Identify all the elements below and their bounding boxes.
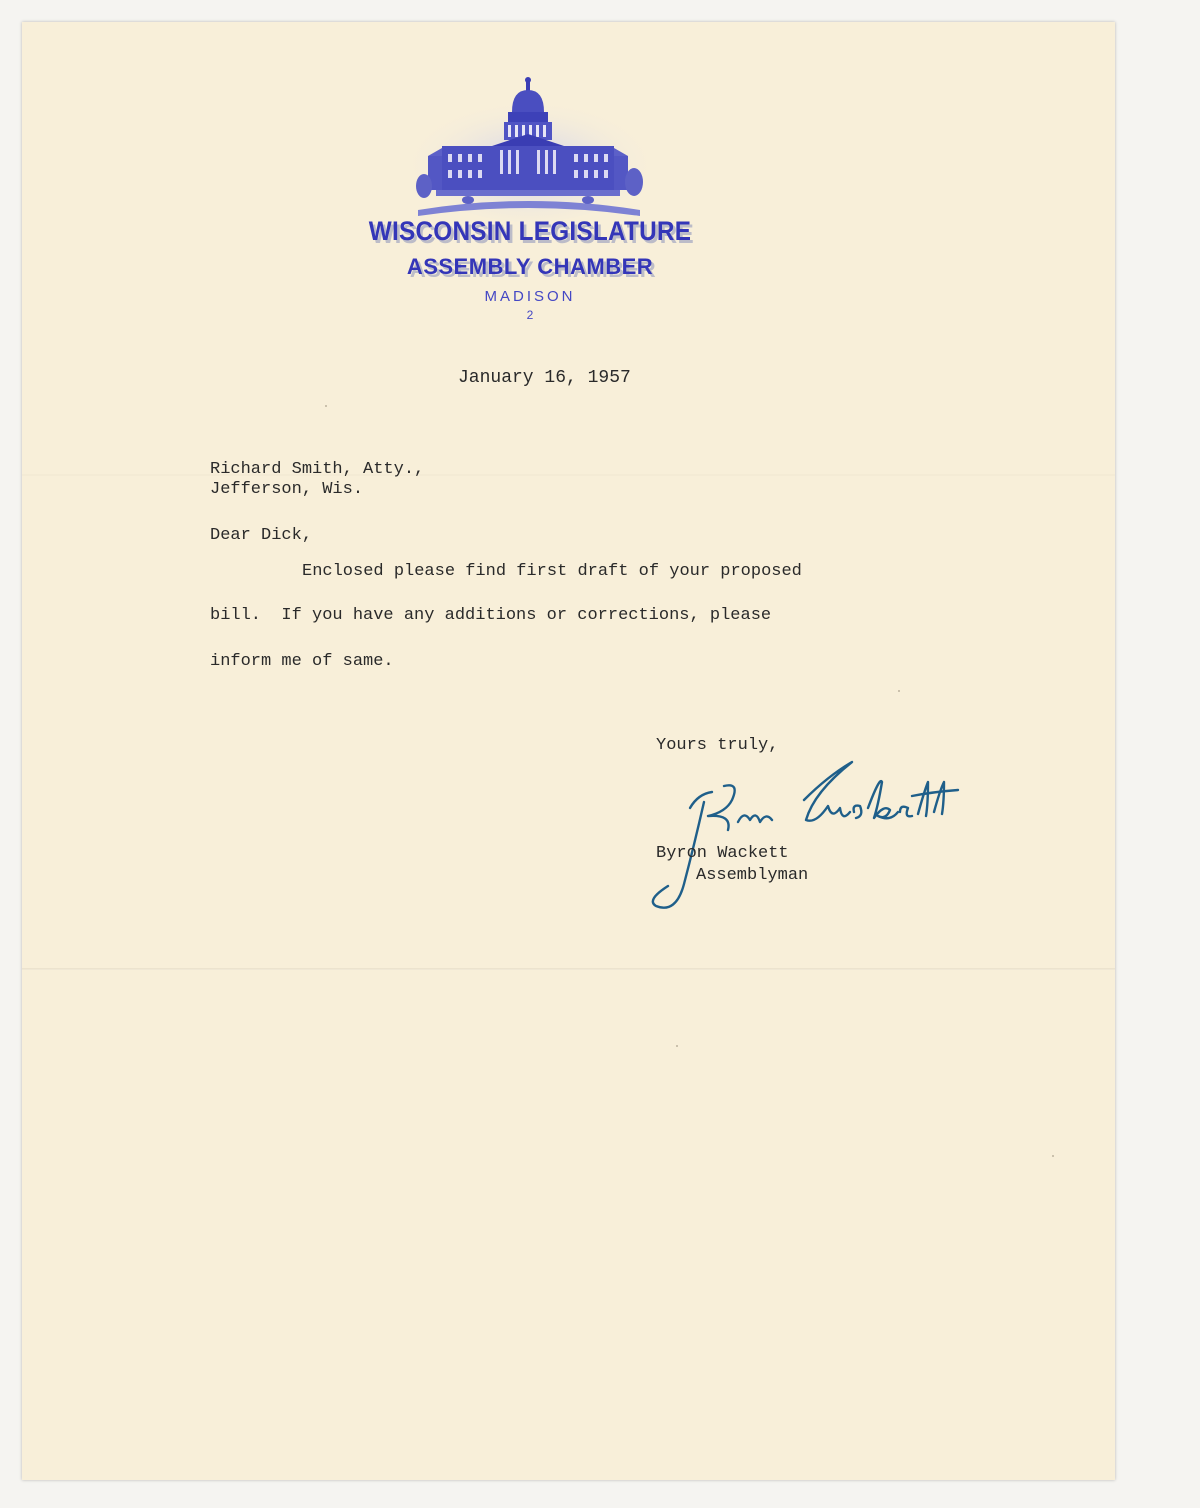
capitol-building-icon [408, 60, 648, 230]
recipient-location: Jefferson, Wis. [210, 480, 364, 499]
signer-name: Byron Wackett [656, 844, 789, 863]
recipient-name: Richard Smith, Atty., [210, 460, 425, 479]
handwritten-signature [628, 746, 968, 916]
letterhead-city: MADISON [484, 288, 576, 305]
paper-speck [676, 1045, 678, 1047]
body-line-2: bill. If you have any additions or corrections, please [210, 606, 772, 625]
paper-fold-upper [22, 474, 1115, 476]
paper-speck [325, 405, 327, 407]
paper-fold-lower [22, 968, 1115, 970]
paper-speck [898, 690, 900, 692]
signer-title: Assemblyman [696, 866, 809, 885]
letterhead-title: WISCONSIN LEGISLATURE [368, 216, 692, 246]
letterhead-number: 2 [526, 308, 534, 322]
letter-date: January 16, 1957 [458, 368, 631, 388]
body-line-3: inform me of same. [210, 652, 394, 671]
letterhead-subtitle: ASSEMBLY CHAMBER [406, 254, 654, 279]
salutation: Dear Dick, [210, 526, 313, 545]
body-line-1: Enclosed please find first draft of your proposed [302, 562, 802, 581]
paper-speck [1052, 1155, 1054, 1157]
closing: Yours truly, [656, 736, 779, 755]
